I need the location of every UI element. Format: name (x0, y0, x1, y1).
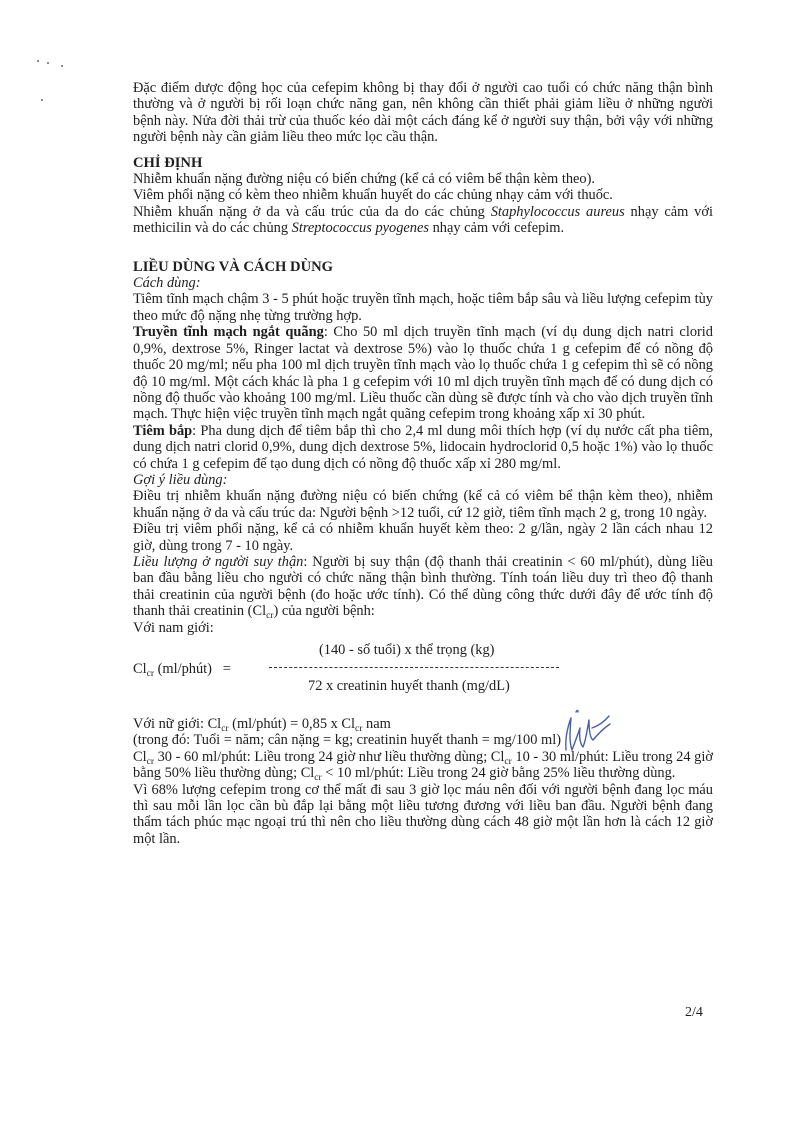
male-label: Với nam giới: (133, 619, 214, 636)
subscript: cr (221, 724, 229, 734)
renal-adjustment-text: 30 - 60 ml/phút: Liều trong 24 giờ như liều thường dùng; Cl (154, 748, 505, 765)
renal-adjustment (133, 749, 713, 782)
formula-lhs-tail: (ml/phút) = (154, 661, 231, 677)
renal-text: ) của người bệnh: (273, 603, 375, 620)
subscript: cr (355, 724, 363, 734)
indication-urinary: Nhiễm khuẩn nặng đường niệu có biến chứng (kể cả có viêm bể thận kèm theo). (133, 171, 595, 188)
suggested-dose-urinary: Điều trị nhiễm khuẩn nặng đường niệu có biến chứng (kể cả có viêm bể thận kèm theo), nhiễm khuẩn nặng ở da và cấu trúc da: Người bệnh >12 tuổi, cứ 12 giờ, tiêm tĩnh mạch 2 g, trong 10 ngày. (133, 488, 713, 521)
infusion-paragraph (133, 324, 713, 422)
suggested-dose-label: Gợi ý liều dùng: (133, 471, 228, 488)
intramuscular-text: : Pha dung dịch để tiêm bắp thì cho 2,4 ml dung môi thích hợp (ví dụ nước cất pha tiêm, dung dịch natri clorid 0,9%, dung dịch dextrose 5%, lidocain hydroclorid 0,5 hoặc 1%) vào lọ thuốc có chứa 1 g cefepim để tạo dung dịch có nồng độ thuốc xấp xỉ 280 mg/ml. (133, 422, 714, 472)
indications-heading: CHỈ ĐỊNH (133, 154, 203, 171)
indication-pneumonia: Viêm phổi nặng có kèm theo nhiễm khuẩn huyết do các chủng nhạy cảm với thuốc. (133, 187, 613, 204)
renal-paragraph (133, 554, 713, 620)
subscript: cr (146, 669, 154, 679)
formula-lhs-main: Cl (133, 661, 147, 677)
subscript: cr (314, 773, 322, 784)
dosage-heading: LIỀU DÙNG VÀ CÁCH DÙNG (133, 258, 334, 275)
units-note: (trong đó: Tuổi = năm; cân nặng = kg; creatinin huyết thanh = mg/100 ml) (133, 732, 562, 749)
infusion-label: Truyền tĩnh mạch ngắt quãng (133, 324, 324, 341)
renal-adjustment-text: < 10 ml/phút: Liều trong 24 giờ bằng 25% liều thường dùng. (321, 765, 676, 782)
indication-skin-text: nhạy cảm với methicilin và do các chủng (133, 203, 713, 237)
formula-denominator: 72 x creatinin huyết thanh (mg/dL) (308, 678, 510, 694)
intramuscular-label: Tiêm bắp (133, 422, 193, 439)
page-number: 2/4 (685, 1005, 703, 1020)
subscript: cr (266, 611, 274, 622)
female-formula-text: nam (362, 716, 391, 732)
subscript: cr (504, 756, 512, 767)
renal-adjustment-text: Cl (133, 748, 147, 765)
indication-skin-text: Nhiễm khuẩn nặng ở da và cấu trúc của da do các chủng (133, 203, 491, 220)
subscript: cr (146, 756, 154, 767)
scan-speck (41, 99, 43, 101)
female-formula-text: Với nữ giới: Cl (133, 716, 222, 732)
dialysis-paragraph: Vì 68% lượng cefepim trong cơ thể mất đi sau 3 giờ lọc máu nên đối với người bệnh đang lọc máu thì sau mỗi lần lọc cần bù đắp lại bằng một liều tương đương với liều ban đầu. Người bệnh đang thẩm tách phúc mạc ngoại trú thì nên cho liều thường dùng cách 48 giờ một lần hơn là cách 12 giờ một lần. (133, 781, 713, 847)
female-formula (133, 716, 713, 732)
organism-streptococcus: Streptococcus pyogenes (291, 220, 429, 237)
renal-adjustment-text: 10 - 30 ml/phút: Liều trong 24 giờ bằng 50% liều thường dùng; Cl (133, 748, 713, 782)
intramuscular-paragraph (133, 423, 713, 472)
formula-numerator: (140 - số tuổi) x thể trọng (kg) (319, 642, 495, 658)
formula-lhs (133, 661, 231, 677)
suggested-dose-pneumonia: Điều trị viêm phổi nặng, kể cả có nhiễm khuẩn huyết kèm theo: 2 g/lần, ngày 2 lần cách nhau 12 giờ, dùng trong 7 - 10 ngày. (133, 521, 713, 554)
indication-skin (133, 204, 713, 237)
method-label: Cách dùng: (133, 275, 201, 292)
scan-speck (61, 65, 63, 67)
fraction-line (269, 667, 559, 668)
organism-staphylococcus: Staphylococcus aureus (490, 203, 625, 220)
renal-text: : Người bị suy thận (độ thanh thải creatinin < 60 ml/phút), dùng liều ban đầu bằng liều cho người có chức năng thận bình thường. Tính toán liều duy trì theo độ thanh thải creatinin của người bệnh (đo hoặc ước tính). Có thể dùng công thức dưới đây để ước tính độ thanh thải creatinin (Cl (133, 553, 714, 620)
creatinine-clearance-formula (133, 642, 713, 700)
method-text: Tiêm tĩnh mạch chậm 3 - 5 phút hoặc truyền tĩnh mạch, hoặc tiêm bắp sâu và liều lượng cefepim tùy theo mức độ nặng nhẹ từng trường hợp. (133, 291, 713, 324)
scan-speck (37, 60, 39, 62)
pharmacokinetics-paragraph: Đặc điểm dược động học của cefepim không bị thay đổi ở người cao tuổi có chức năng thận bình thường và ở người bị rối loạn chức năng gan, nên không cần thiết phải giảm liều ở những người bệnh này. Nửa đời thải trừ của thuốc kéo dài một cách đáng kể ở người suy thận, bởi vậy với những người bệnh này cần giảm liều theo mức lọc cầu thận. (133, 80, 713, 146)
infusion-text: : Cho 50 ml dịch truyền tĩnh mạch (ví dụ dung dịch natri clorid 0,9%, dextrose 5%, Ringer lactat và dextrose 5%) vào lọ thuốc chứa 1 g cefepim để có nồng độ thuốc 20 mg/ml; nếu pha 100 ml dịch truyền tĩnh mạch vào lọ thuốc chứa 1 g cefepim thì sẽ có nồng độ 10 mg/ml. Một cách khác là pha 1 g cefepim với 10 ml dịch truyền tĩnh mạch để có dung dịch có nồng độ thuốc vào khoảng 100 mg/ml. Liều thuốc cần dùng sẽ được tính và cho vào dịch truyền tĩnh mạch. Thực hiện việc truyền tĩnh mạch ngắt quãng cefepim trong khoảng xấp xỉ 30 phút. (133, 324, 713, 423)
document-body (133, 80, 713, 847)
female-formula-text: (ml/phút) = 0,85 x Cl (228, 716, 356, 732)
handwritten-initials-icon (556, 698, 618, 756)
renal-label: Liều lượng ở người suy thận (133, 553, 304, 570)
indication-skin-text: nhạy cảm với cefepim. (429, 220, 565, 237)
scan-speck (47, 62, 49, 64)
